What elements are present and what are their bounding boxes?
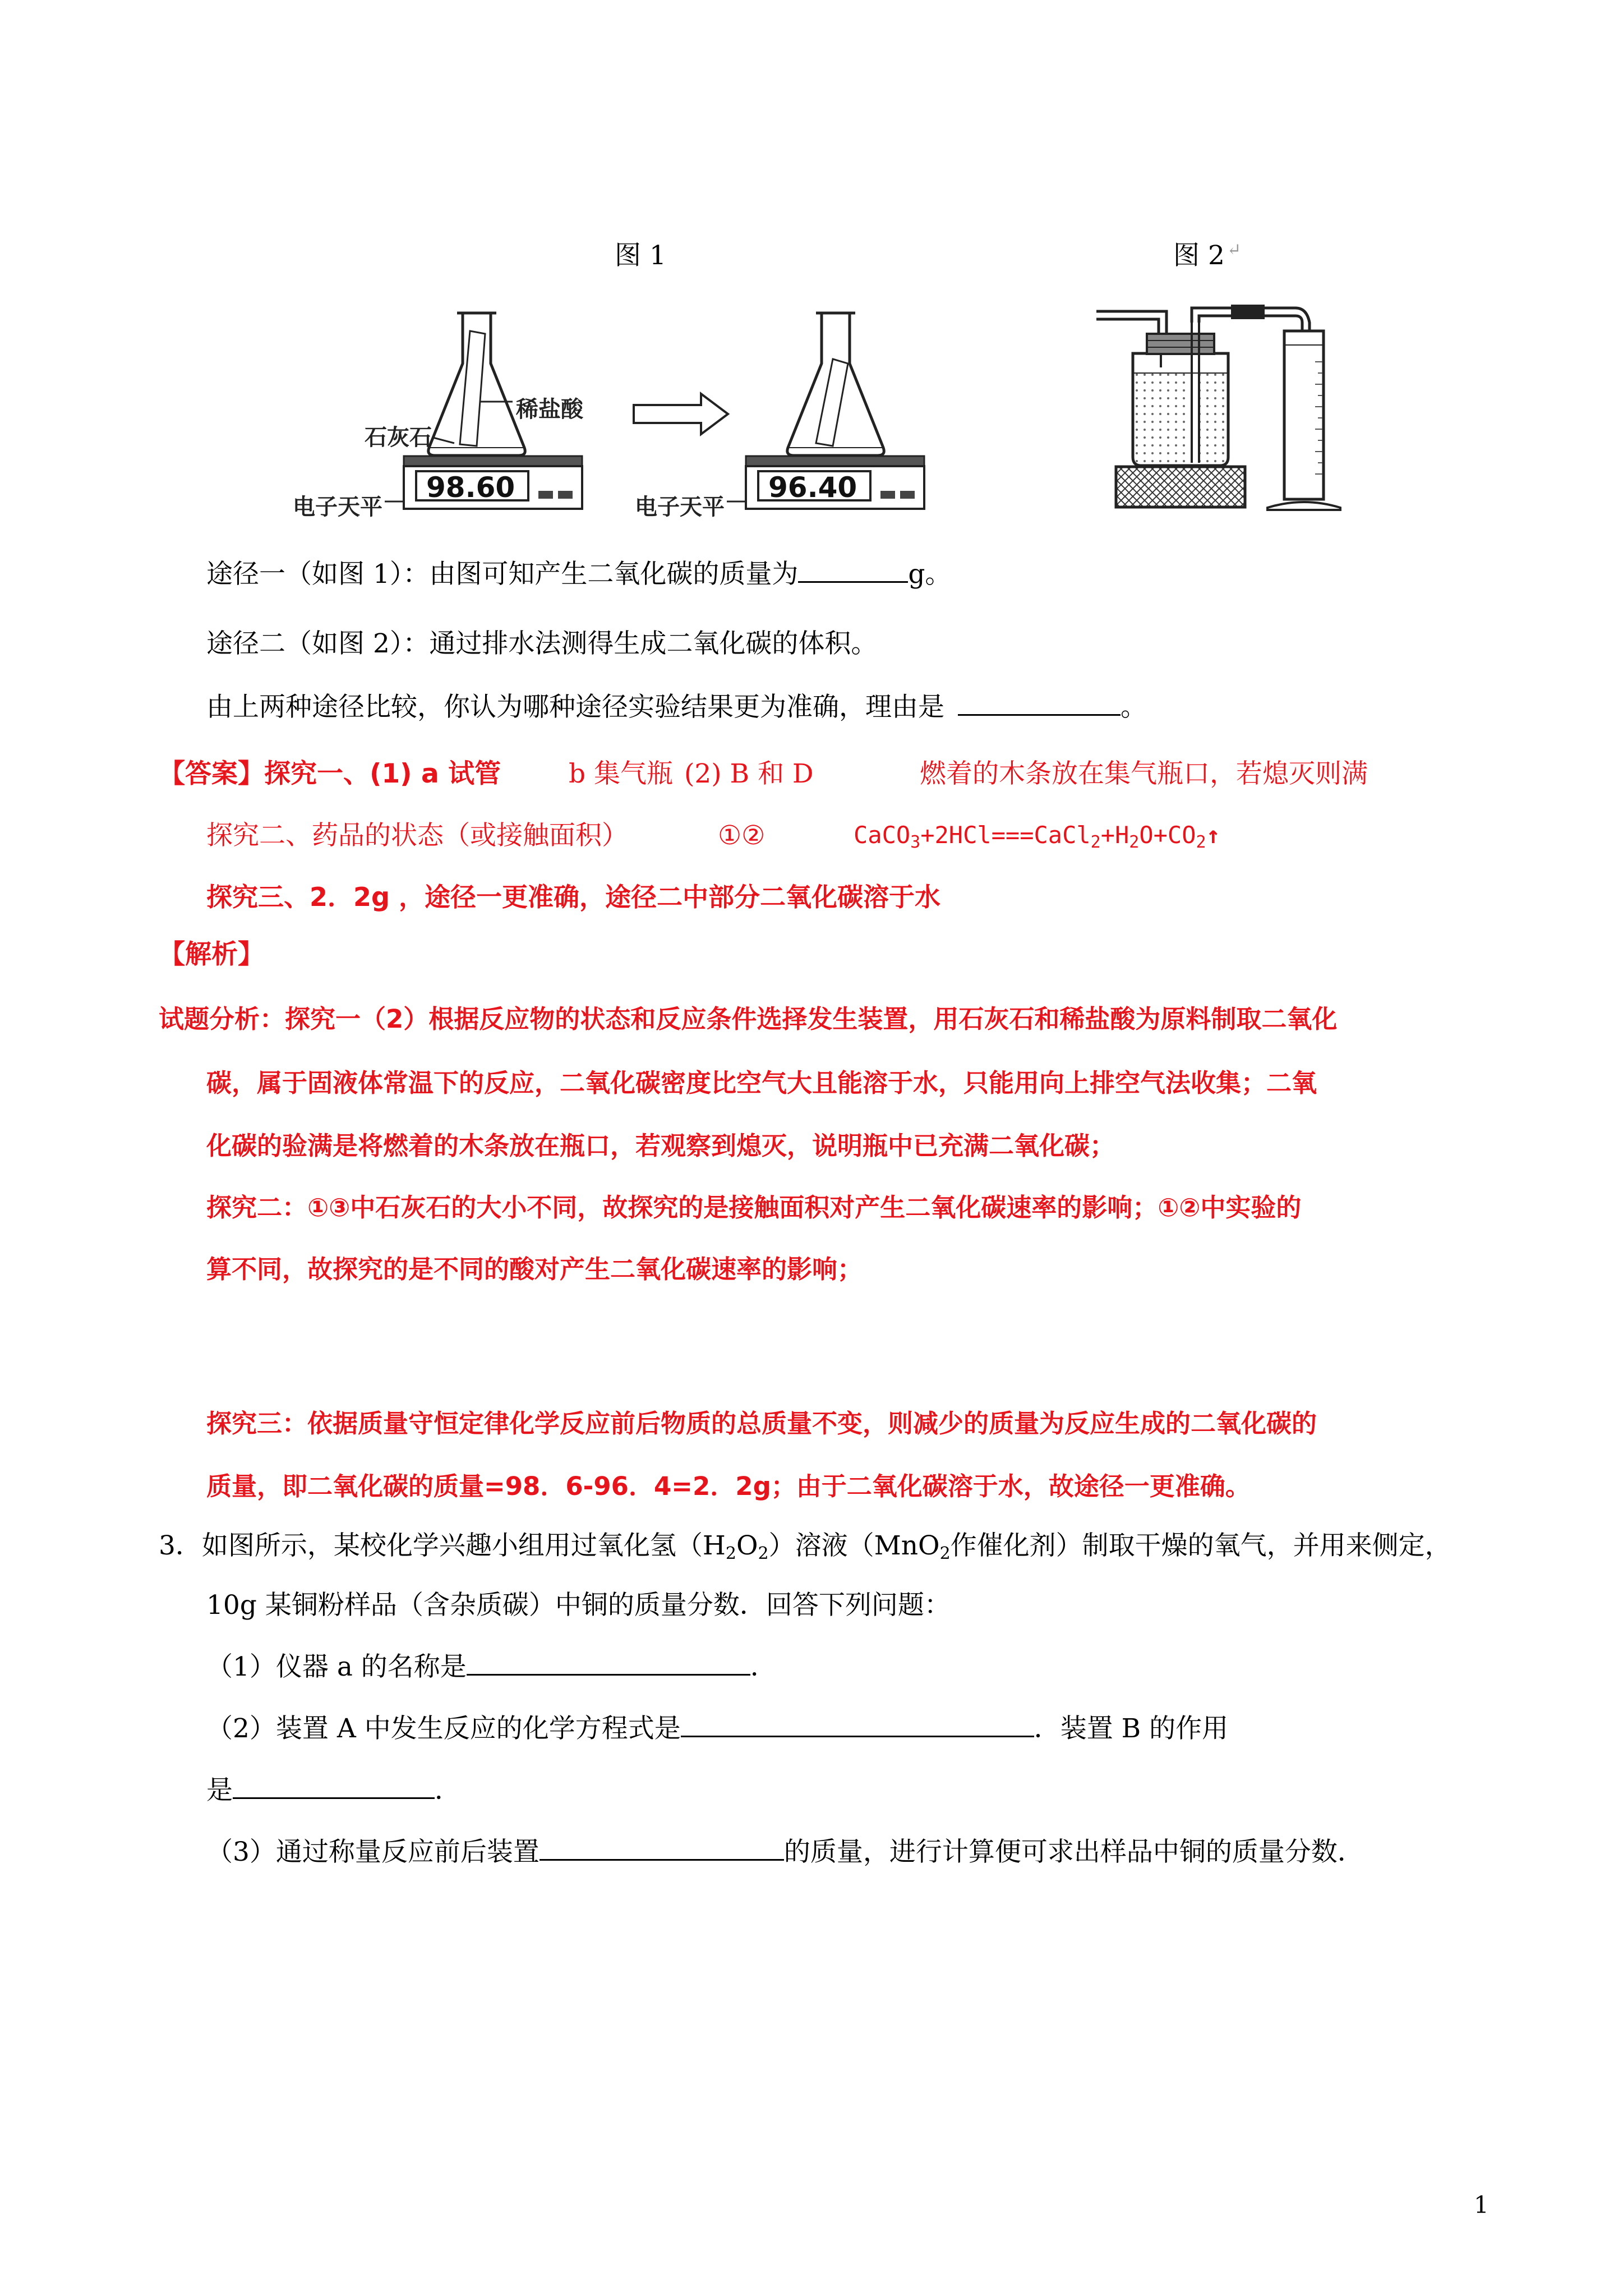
answer-2a: 探究二、药品的状态（或接触面积）: [206, 820, 628, 851]
analysis-line-6: 探究三：依据质量守恒定律化学反应前后物质的总质量不变，则减少的质量为反应生成的二氧化碳的: [206, 1409, 1317, 1438]
route-1-answer-blank[interactable]: [798, 561, 908, 583]
analysis-line-7: 质量，即二氧化碳的质量=98．6-96．4=2．2g；由于二氧化碳溶于水，故途径一更准确。: [206, 1471, 1251, 1501]
return-mark-icon: ↵: [1227, 240, 1242, 260]
analysis-heading: 【解析】: [159, 939, 264, 970]
route-1-unit: g。: [908, 559, 952, 590]
answer-line-3: 探究三、2．2g ，途径一更准确，途径二中部分二氧化碳溶于水: [206, 882, 940, 912]
q3-line-1: 3．如图所示，某校化学兴趣小组用过氧化氢$(H_2O_2)$溶液（MnO$_2$作催化剂）制取干燥的氧气，并用来侧定，: [159, 1530, 1451, 1563]
page-number: 1: [1474, 2191, 1489, 2219]
answer-1b: b 集气瓶: [569, 758, 674, 789]
figure-2-apparatus: [1094, 300, 1346, 513]
analysis-line-2: 碳，属于固液体常温下的反应，二氧化碳密度比空气大且能溶于水，只能用向上排空气法收集；二氧: [206, 1068, 1317, 1098]
limestone-label: 石灰石: [365, 425, 432, 450]
flask-before: [428, 313, 525, 455]
q3-part-1: （1）仪器 a 的名称是 ．: [206, 1651, 777, 1682]
answer-equation: $CaCO_3+2HCl===CaCl_2+H_2O+CO_2↑$: [854, 821, 1220, 852]
route-1-line: [206, 559, 952, 590]
answer-2b: ①②: [718, 820, 766, 851]
q3-part-3: （3）通过称量反应前后装置 的质量，进行计算便可求出样品中铜的质量分数．: [206, 1837, 1364, 1867]
arrow-icon: [634, 394, 728, 434]
compare-text: 由上两种途径比较，你认为哪种途径实验结果更为准确，理由是: [206, 692, 944, 723]
q3-part-2b-blank[interactable]: [233, 1777, 435, 1799]
balance-label-before: 电子天平: [293, 494, 382, 520]
figure-2-caption: 图 2: [1173, 240, 1225, 271]
analysis-line-3: 化碳的验满是将燃着的木条放在瓶口，若观察到熄灭，说明瓶中已充满二氧化碳；: [206, 1131, 1115, 1161]
figure-1-apparatus: [292, 297, 987, 516]
q3-part-2: （2）装置 A 中发生反应的化学方程式是 ．装置 B 的作用: [206, 1713, 1229, 1744]
q3-part-2-blank[interactable]: [681, 1715, 1034, 1737]
answer-1c: (2) B 和 D: [684, 758, 814, 789]
analysis-line-1: 试题分析：探究一（2）根据反应物的状态和反应条件选择发生装置，用石灰石和稀盐酸为原料制取二氧化: [159, 1004, 1338, 1034]
flask-after: [787, 313, 884, 455]
balance-label-after: 电子天平: [635, 494, 725, 520]
compare-line: [206, 692, 1147, 723]
q3-part-2b: 是 ．: [206, 1775, 461, 1806]
balance-reading-before: 98.60: [426, 471, 515, 504]
balance-reading-after: 96.40: [768, 471, 857, 504]
answer-1a: 探究一、(1) a 试管: [264, 758, 501, 789]
analysis-line-4: 探究二：①③中石灰石的大小不同，故探究的是接触面积对产生二氧化碳速率的影响；①②中实验的: [206, 1193, 1302, 1222]
q3-part-3-blank[interactable]: [540, 1839, 784, 1861]
gas-arrow-icon: ↑: [1206, 821, 1220, 849]
q3-part-1-blank[interactable]: [467, 1654, 750, 1676]
route-2-line: 途径二（如图 2）：通过排水法测得生成二氧化碳的体积。: [206, 628, 878, 659]
answer-1d: 燃着的木条放在集气瓶口，若熄灭则满: [920, 758, 1368, 789]
compare-answer-blank[interactable]: [958, 694, 1121, 716]
q3-line-2: 10g 某铜粉样品（含杂质碳）中铜的质量分数．回答下列问题：: [206, 1590, 951, 1621]
hcl-label: 稀盐酸: [516, 397, 583, 422]
answer-line-1: [159, 758, 501, 789]
route-1-text: 途径一（如图 1）：由图可知产生二氧化碳的质量为: [206, 559, 799, 590]
analysis-line-5: 算不同，故探究的是不同的酸对产生二氧化碳速率的影响；: [206, 1254, 863, 1284]
figure-1-caption: 图 1: [615, 240, 666, 271]
answer-heading: 【答案】: [159, 758, 264, 789]
compare-end: 。: [1121, 692, 1147, 723]
